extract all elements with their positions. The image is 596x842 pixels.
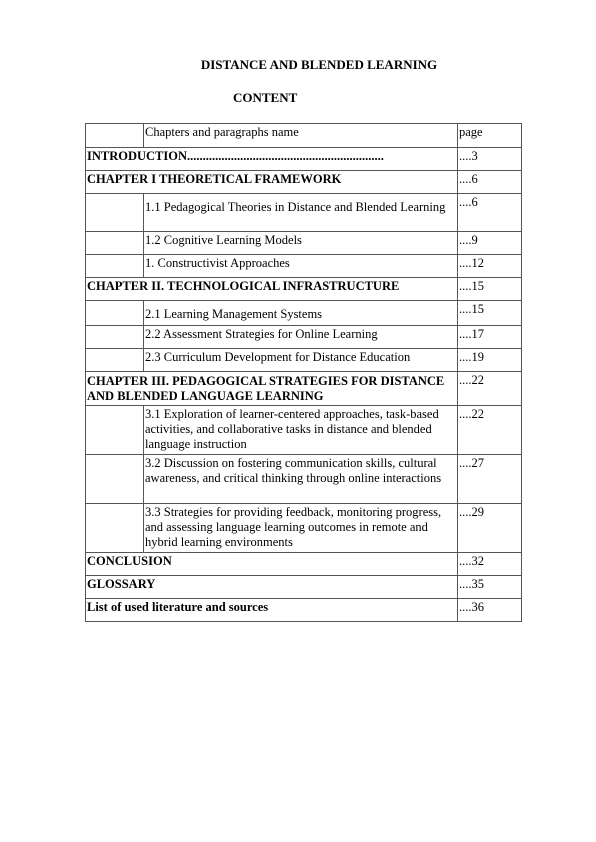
section-row bbox=[86, 504, 522, 553]
page-number-cell: ....22 bbox=[458, 406, 522, 455]
document-title: DISTANCE AND BLENDED LEARNING bbox=[200, 57, 438, 72]
section-row bbox=[86, 349, 522, 372]
page-number-cell: ....3 bbox=[458, 148, 522, 171]
page-number-cell: ....22 bbox=[458, 372, 522, 406]
section-title-cell: 2.3 Curriculum Development for Distance Education bbox=[144, 349, 458, 372]
section-title-cell: 3.1 Exploration of learner-centered approaches, task-based activities, and collaborative tasks in distance and blended language instruction bbox=[144, 406, 458, 455]
chapter-row bbox=[86, 553, 522, 576]
indent-cell bbox=[86, 406, 144, 455]
chapter-title-cell: CONCLUSION bbox=[86, 553, 458, 576]
chapter-title-cell: CHAPTER II. TECHNOLOGICAL INFRASTRUCTURE bbox=[86, 278, 458, 301]
section-row bbox=[86, 255, 522, 278]
chapter-row bbox=[86, 576, 522, 599]
indent-cell bbox=[86, 232, 144, 255]
chapter-row bbox=[86, 278, 522, 301]
chapter-title-cell: CHAPTER I THEORETICAL FRAMEWORK bbox=[86, 171, 458, 194]
page-number-cell: ....15 bbox=[458, 278, 522, 301]
section-title-cell: 1.2 Cognitive Learning Models bbox=[144, 232, 458, 255]
header-name-cell: Chapters and paragraphs name bbox=[144, 124, 458, 148]
section-row bbox=[86, 406, 522, 455]
page-number-cell: ....15 bbox=[458, 301, 522, 326]
chapter-title-cell: List of used literature and sources bbox=[86, 599, 458, 622]
table-of-contents bbox=[85, 123, 522, 622]
header-blank-cell bbox=[86, 124, 144, 148]
content-heading: CONTENT bbox=[233, 90, 298, 105]
section-row bbox=[86, 455, 522, 504]
indent-cell bbox=[86, 504, 144, 553]
page-number-cell: ....6 bbox=[458, 194, 522, 232]
page-number-cell: ....36 bbox=[458, 599, 522, 622]
table-header-row bbox=[86, 124, 522, 148]
chapter-title-cell: INTRODUCTION............................................................... bbox=[86, 148, 458, 171]
indent-cell bbox=[86, 349, 144, 372]
chapter-row bbox=[86, 372, 522, 406]
chapter-title-cell: CHAPTER III. PEDAGOGICAL STRATEGIES FOR DISTANCE AND BLENDED LANGUAGE LEARNING bbox=[86, 372, 458, 406]
header-page-cell: page bbox=[458, 124, 522, 148]
page-number-cell: ....29 bbox=[458, 504, 522, 553]
page-number-cell: ....35 bbox=[458, 576, 522, 599]
indent-cell bbox=[86, 255, 144, 278]
section-title-cell: 3.3 Strategies for providing feedback, monitoring progress, and assessing language learning outcomes in remote and hybrid learning environments bbox=[144, 504, 458, 553]
chapter-row bbox=[86, 148, 522, 171]
indent-cell bbox=[86, 455, 144, 504]
page-number-cell: ....17 bbox=[458, 326, 522, 349]
indent-cell bbox=[86, 326, 144, 349]
section-title-cell: 1. Constructivist Approaches bbox=[144, 255, 458, 278]
section-row bbox=[86, 194, 522, 232]
chapter-row bbox=[86, 599, 522, 622]
indent-cell bbox=[86, 301, 144, 326]
page-number-cell: ....6 bbox=[458, 171, 522, 194]
page-number-cell: ....27 bbox=[458, 455, 522, 504]
section-row bbox=[86, 326, 522, 349]
page-number-cell: ....12 bbox=[458, 255, 522, 278]
page-number-cell: ....19 bbox=[458, 349, 522, 372]
section-title-cell: 3.2 Discussion on fostering communication skills, cultural awareness, and critical thinking through online interactions bbox=[144, 455, 458, 504]
section-row bbox=[86, 232, 522, 255]
page-number-cell: ....32 bbox=[458, 553, 522, 576]
section-title-cell: 2.2 Assessment Strategies for Online Learning bbox=[144, 326, 458, 349]
section-title-cell: 2.1 Learning Management Systems bbox=[144, 301, 458, 326]
indent-cell bbox=[86, 194, 144, 232]
chapter-title-cell: GLOSSARY bbox=[86, 576, 458, 599]
section-row bbox=[86, 301, 522, 326]
page-number-cell: ....9 bbox=[458, 232, 522, 255]
section-title-cell: 1.1 Pedagogical Theories in Distance and Blended Learning bbox=[144, 194, 458, 232]
chapter-row bbox=[86, 171, 522, 194]
